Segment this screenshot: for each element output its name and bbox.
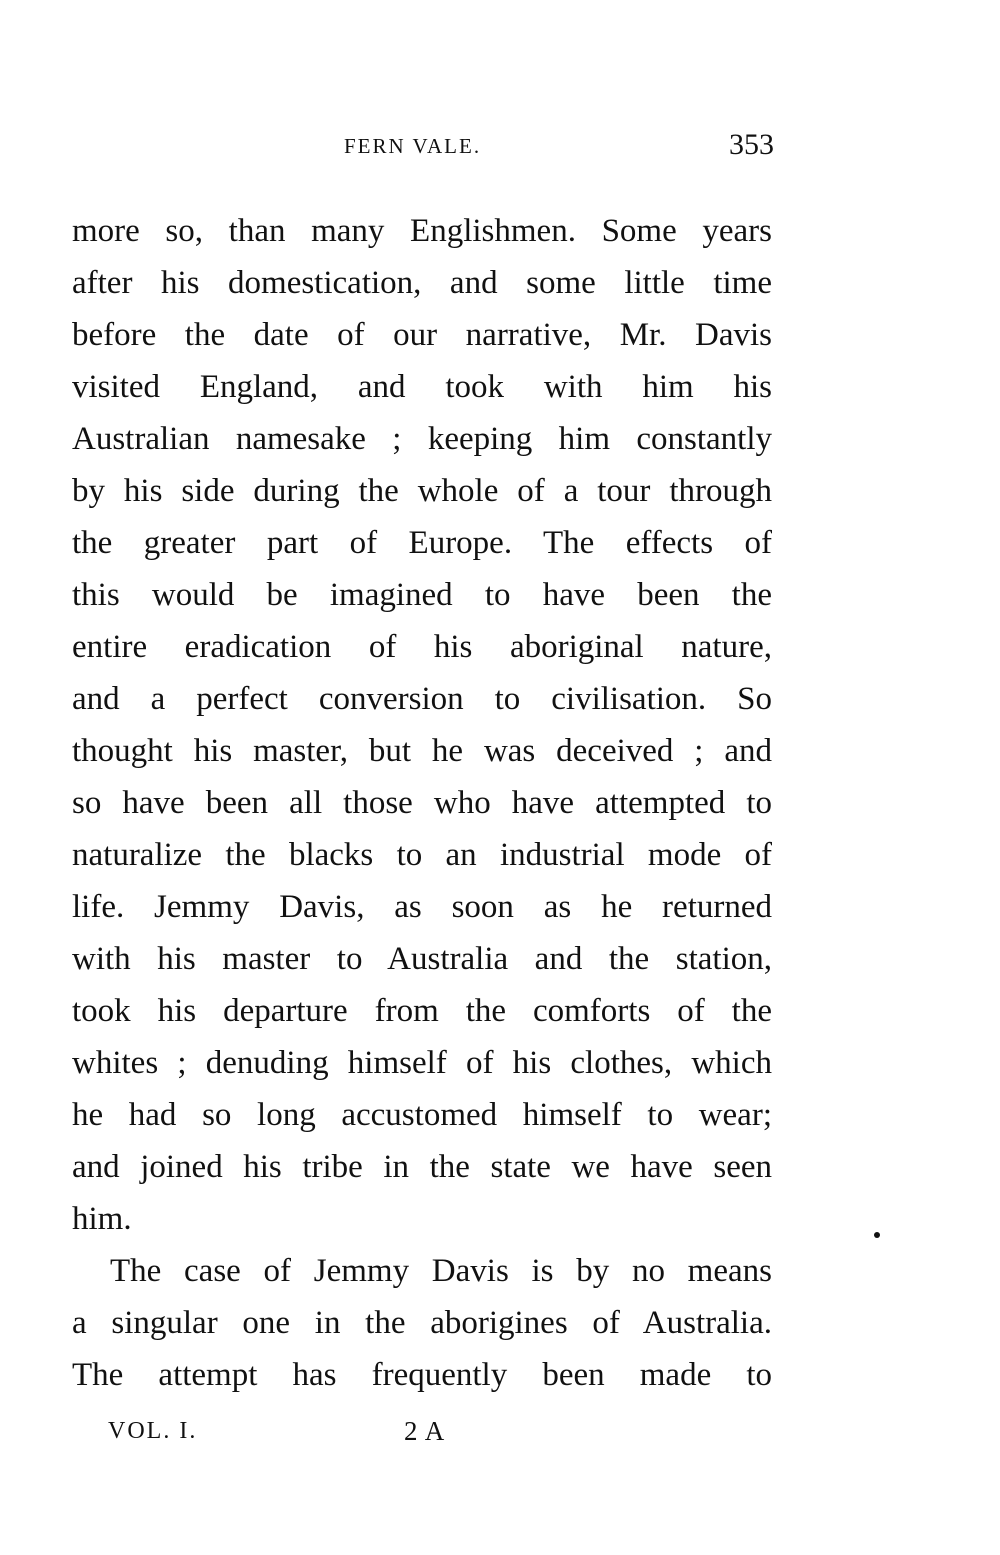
text-line: with his master to Australia and the station, xyxy=(72,941,772,977)
text-line: Australian namesake ; keeping him constantly xyxy=(72,421,772,457)
text-line: more so, than many Englishmen. Some years xyxy=(72,213,772,249)
paragraph-1 xyxy=(72,205,772,1245)
text-line: whites ; denuding himself of his clothes, which xyxy=(72,1045,772,1081)
text-line: life. Jemmy Davis, as soon as he returned xyxy=(72,889,772,925)
text-line: thought his master, but he was deceived ; and xyxy=(72,733,772,769)
text-line: The case of Jemmy Davis is by no means xyxy=(110,1253,772,1289)
text-line: entire eradication of his aboriginal nature, xyxy=(72,629,772,665)
paragraph-2 xyxy=(72,1245,772,1401)
text-line: so have been all those who have attempted to xyxy=(72,785,772,821)
text-line: took his departure from the comforts of the xyxy=(72,993,772,1029)
text-line: he had so long accustomed himself to wear; xyxy=(72,1097,772,1133)
text-line: before the date of our narrative, Mr. Davis xyxy=(72,317,772,353)
text-line: a singular one in the aborigines of Australia. xyxy=(72,1305,772,1341)
text-line: the greater part of Europe. The effects of xyxy=(72,525,772,561)
volume-label: VOL. I. xyxy=(108,1418,198,1444)
text-line: visited England, and took with him his xyxy=(72,369,772,405)
running-head xyxy=(74,128,776,168)
text-line: naturalize the blacks to an industrial mode of xyxy=(72,837,772,873)
text-line: him. xyxy=(72,1201,132,1237)
text-line: this would be imagined to have been the xyxy=(72,577,772,613)
text-line: and joined his tribe in the state we have seen xyxy=(72,1149,772,1185)
signature-mark: 2 A xyxy=(404,1416,446,1446)
text-line: and a perfect conversion to civilisation. So xyxy=(72,681,772,717)
ink-speck xyxy=(874,1232,880,1238)
signature-line xyxy=(108,1418,528,1458)
text-line: after his domestication, and some little time xyxy=(72,265,772,301)
page-number: 353 xyxy=(729,128,774,161)
running-title: FERN VALE. xyxy=(344,134,482,158)
body-text xyxy=(72,205,772,1401)
text-line: by his side during the whole of a tour through xyxy=(72,473,772,509)
text-line: The attempt has frequently been made to xyxy=(72,1357,772,1393)
